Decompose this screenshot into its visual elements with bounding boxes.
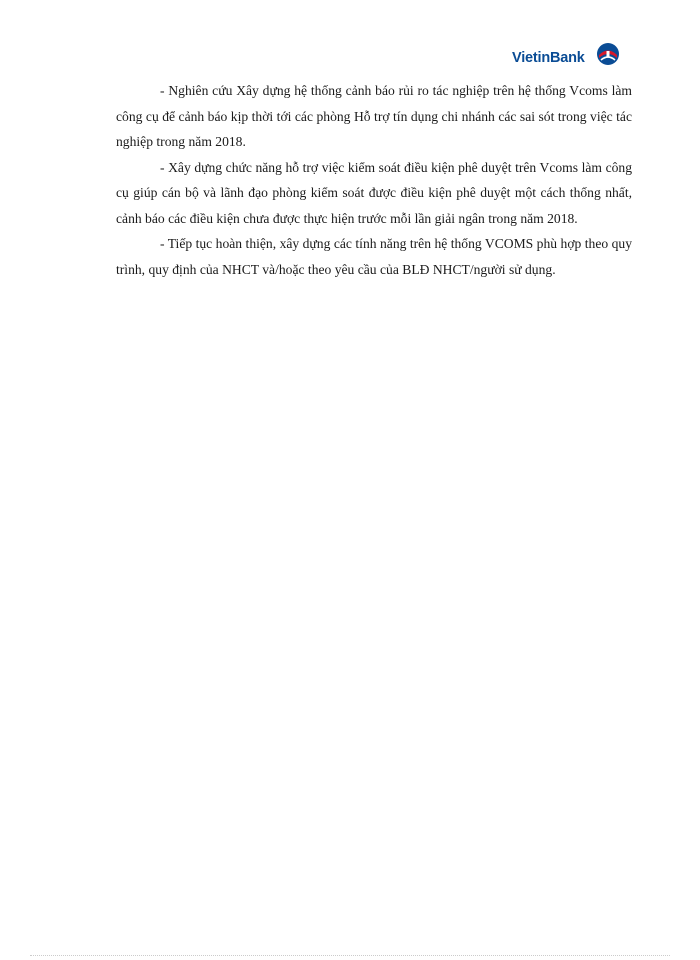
footer-divider <box>30 955 670 956</box>
logo-wordmark: VietinBank <box>512 50 585 66</box>
paragraph-risk-warning: - Nghiên cứu Xây dựng hệ thống cảnh báo rủi ro tác nghiệp trên hệ thống Vcoms làm công cụ để cảnh báo kịp thời tới các phòng Hỗ trợ tín dụng chi nhánh các sai sót trong việc tác nghiệp trong năm 2018. <box>116 83 632 149</box>
document-body <box>116 78 632 282</box>
paragraph-approval-control: - Xây dựng chức năng hỗ trợ việc kiểm soát điều kiện phê duyệt trên Vcoms làm công cụ giúp cán bộ và lãnh đạo phòng kiểm soát được điều kiện phê duyệt một cách thống nhất, cảnh báo các điều kiện chưa được thực hiện trước mỗi lần giải ngân trong năm 2018. <box>116 159 632 226</box>
vietinbank-logo <box>512 42 622 68</box>
paragraph-vcoms-improvement: - Tiếp tục hoàn thiện, xây dựng các tính năng trên hệ thống VCOMS phù hợp theo quy trình, quy định của NHCT và/hoặc theo yêu cầu của BLĐ NHCT/người sử dụng. <box>116 236 632 277</box>
vietinbank-emblem-icon <box>596 42 620 66</box>
